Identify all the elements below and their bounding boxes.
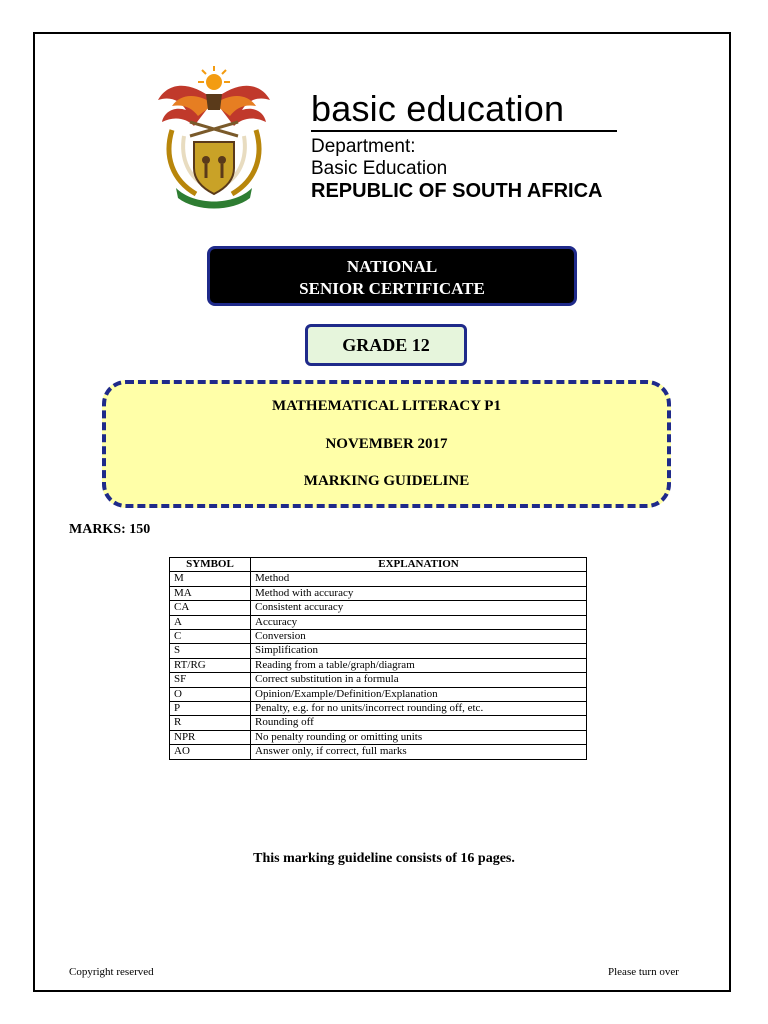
symbol-cell: CA bbox=[170, 601, 251, 615]
explanation-header: EXPLANATION bbox=[251, 558, 587, 572]
subject-title: MATHEMATICAL LITERACY P1 bbox=[272, 398, 501, 414]
grade-badge: GRADE 12 bbox=[305, 324, 467, 366]
table-row bbox=[170, 572, 587, 586]
explanation-cell: Correct substitution in a formula bbox=[251, 673, 587, 687]
table-row bbox=[170, 658, 587, 672]
table-row bbox=[170, 586, 587, 600]
page-count-note: This marking guideline consists of 16 pages. bbox=[253, 851, 515, 866]
brand-title: basic education bbox=[311, 88, 565, 129]
symbol-cell: MA bbox=[170, 586, 251, 600]
certificate-line-2: SENIOR CERTIFICATE bbox=[299, 279, 485, 298]
table-row bbox=[170, 644, 587, 658]
symbol-cell: R bbox=[170, 716, 251, 730]
explanation-cell: Consistent accuracy bbox=[251, 601, 587, 615]
symbol-cell: M bbox=[170, 572, 251, 586]
table-row bbox=[170, 630, 587, 644]
explanation-cell: Method bbox=[251, 572, 587, 586]
table-header-row bbox=[170, 558, 587, 572]
certificate-line-1: NATIONAL bbox=[346, 257, 438, 276]
turn-over-notice: Please turn over bbox=[608, 966, 679, 978]
symbol-header: SYMBOL bbox=[170, 558, 251, 572]
department-label: Department: bbox=[311, 136, 416, 157]
explanation-cell: Accuracy bbox=[251, 615, 587, 629]
explanation-cell: Conversion bbox=[251, 630, 587, 644]
table-row bbox=[170, 673, 587, 687]
explanation-cell: Rounding off bbox=[251, 716, 587, 730]
explanation-cell: No penalty rounding or omitting units bbox=[251, 730, 587, 744]
total-marks: MARKS: 150 bbox=[69, 522, 151, 537]
exam-date: NOVEMBER 2017 bbox=[325, 436, 448, 452]
symbol-cell: RT/RG bbox=[170, 658, 251, 672]
table-row bbox=[170, 702, 587, 716]
department-name: Basic Education bbox=[311, 158, 448, 179]
table-row bbox=[170, 601, 587, 615]
table-row bbox=[170, 716, 587, 730]
brand-underline bbox=[311, 130, 617, 132]
subject-panel bbox=[102, 380, 671, 508]
country-name: REPUBLIC OF SOUTH AFRICA bbox=[311, 180, 603, 202]
certificate-banner bbox=[207, 246, 577, 306]
explanation-cell: Answer only, if correct, full marks bbox=[251, 745, 587, 759]
symbol-cell: AO bbox=[170, 745, 251, 759]
table-row bbox=[170, 687, 587, 701]
symbol-cell: SF bbox=[170, 673, 251, 687]
symbol-cell: C bbox=[170, 630, 251, 644]
symbol-cell: A bbox=[170, 615, 251, 629]
explanation-cell: Method with accuracy bbox=[251, 586, 587, 600]
coat-of-arms-logo bbox=[150, 60, 278, 210]
document-type: MARKING GUIDELINE bbox=[303, 473, 470, 489]
table-row bbox=[170, 615, 587, 629]
table-row bbox=[170, 745, 587, 759]
explanation-cell: Opinion/Example/Definition/Explanation bbox=[251, 687, 587, 701]
symbol-cell: S bbox=[170, 644, 251, 658]
copyright-notice: Copyright reserved bbox=[69, 966, 154, 978]
explanation-cell: Simplification bbox=[251, 644, 587, 658]
table-row bbox=[170, 730, 587, 744]
symbol-table bbox=[169, 557, 587, 760]
symbol-cell: NPR bbox=[170, 730, 251, 744]
explanation-cell: Penalty, e.g. for no units/incorrect rounding off, etc. bbox=[251, 702, 587, 716]
explanation-cell: Reading from a table/graph/diagram bbox=[251, 658, 587, 672]
symbol-cell: P bbox=[170, 702, 251, 716]
symbol-cell: O bbox=[170, 687, 251, 701]
